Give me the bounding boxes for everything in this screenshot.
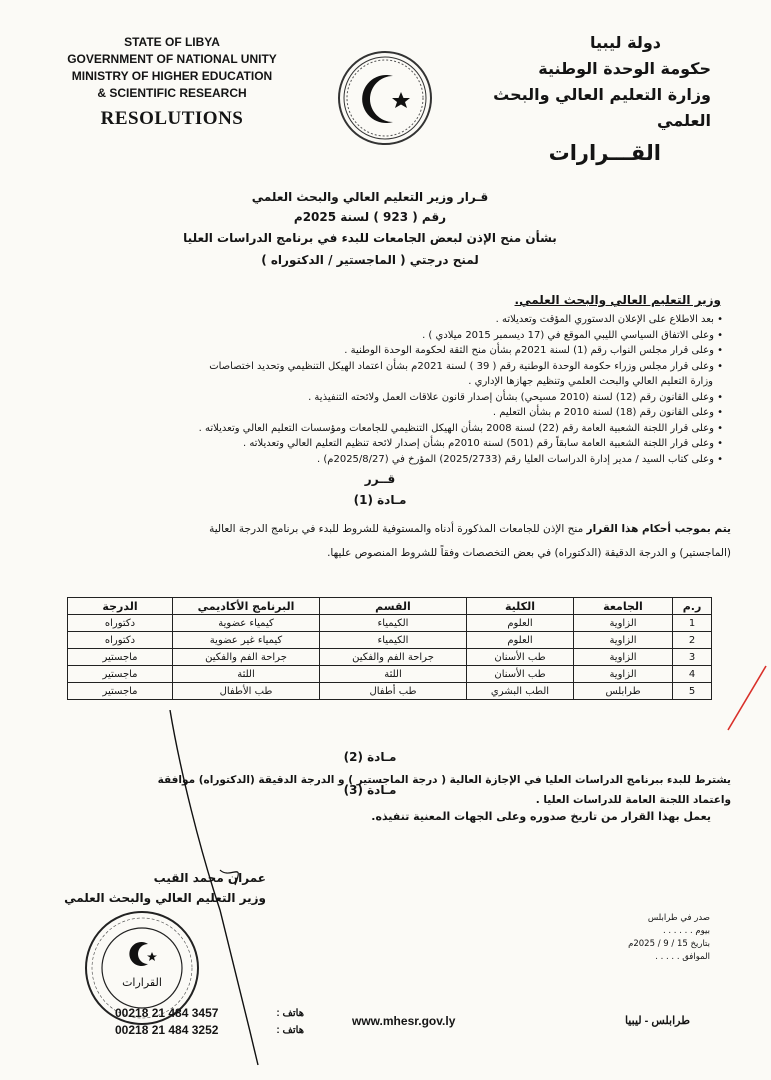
col-header: الجامعة: [574, 598, 673, 615]
article-1-heading: مـادة (1): [353, 493, 407, 507]
preamble-item: • وعلى القانون رقم (12) لسنة (2010 مسيحي) بشأن إصدار قانون علاقات العمل ولائحته التنفيذية .: [308, 391, 723, 403]
signatory-name: عمران محمد القيب: [153, 871, 266, 885]
en-line-1: STATE OF LIBYA: [124, 35, 220, 49]
en-line-3: MINISTRY OF HIGHER EDUCATION: [71, 69, 273, 83]
article-1-bold: يتم بموجب أحكام هذا القرار: [586, 523, 731, 535]
article-1-rest: منح الإذن للجامعات المذكورة أدناه والمستوفية للشروط للبدء في برنامج الدرجة العالية: [209, 523, 584, 535]
header-english: [52, 34, 292, 127]
footer-website-link[interactable]: www.mhesr.gov.ly: [352, 1014, 456, 1028]
preamble-item: • وعلى الاتفاق السياسي الليبي الموقع في (17 ديسمبر 2015 ميلادي ) .: [422, 329, 723, 341]
preamble-item: • بعد الاطلاع على الإعلان الدستوري المؤقت وتعديلاته .: [495, 314, 723, 325]
footer-phone-labels: [258, 1005, 304, 1039]
table-row: [68, 683, 712, 700]
table-cell: طب الأطفال: [173, 683, 320, 700]
signature-block: [26, 868, 266, 908]
footer-phone-label: هاتف :: [276, 1008, 304, 1019]
table-row: [68, 615, 712, 632]
signatory-role: وزير التعليم العالي والبحث العلمي: [64, 891, 266, 905]
table-cell: ماجستير: [68, 683, 173, 700]
svg-text:القرارات: القرارات: [122, 976, 162, 989]
preamble-list: [43, 312, 723, 467]
preamble-item: • وعلى قرار مجلس وزراء حكومة الوحدة الوطنية رقم ( 39 ) لسنة 2021م بشأن اعتماد الهيكل التنظيمي وتحديد اختصاصات: [209, 360, 723, 372]
table-cell: اللثة: [320, 666, 467, 683]
en-line-2: GOVERNMENT OF NATIONAL UNITY: [67, 52, 277, 66]
table-row: [68, 666, 712, 683]
preamble-item: • وعلى كتاب السيد / مدير إدارة الدراسات العليا رقم (2025/2733) المؤرخ في (2025/8/27م) .: [317, 453, 723, 465]
table-cell: الزاوية: [574, 632, 673, 649]
table-cell: ماجستير: [68, 666, 173, 683]
preamble-item: • وعلى قرار اللجنة الشعبية العامة رقم (22) لسنة 2008 بشأن الهيكل التنظيمي للجامعات ومؤسسات التعليم العالي وتعديلاته .: [198, 422, 723, 434]
table-cell: العلوم: [467, 615, 574, 632]
article-3-text: يعمل بهذا القرار من تاريخ صدوره وعلى الجهات المعنية تنفيذه.: [371, 810, 711, 823]
table-row: [68, 632, 712, 649]
table-cell: جراحة الفم والفكين: [320, 649, 467, 666]
footer-phone-1: 00218 21 484 3457: [115, 1006, 219, 1020]
ar-line-2: حكومة الوحدة الوطنية: [538, 59, 711, 78]
title-line-3: بشأن منح الإذن لبعض الجامعات للبدء في برنامج الدراسات العليا: [183, 231, 557, 245]
preamble-item: وزارة التعليم العالي والبحث العلمي وتنظيم جهازها الإداري .: [468, 376, 713, 387]
stamp-line-1: صدر في طرابلس: [647, 913, 710, 923]
article-3-heading: [290, 783, 450, 797]
footer-phones: [115, 1005, 257, 1039]
stamp-line-2: بيوم . . . . . .: [662, 926, 710, 936]
issue-date-stamp: [620, 912, 710, 964]
table-cell: طب الأسنان: [467, 649, 574, 666]
title-line-2: رقم ( 923 ) لسنة 2025م: [293, 210, 447, 224]
ar-line-3: وزارة التعليم العالي والبحث العلمي: [493, 85, 711, 130]
universities-table: [67, 597, 712, 700]
col-header: الدرجة: [68, 598, 173, 615]
col-header: الكلية: [467, 598, 574, 615]
preamble-item: • وعلى قرار اللجنة الشعبية العامة سابقاً رقم (501) لسنة 2010م بشأن إصدار لائحة تنظيم التعليم العالي وتعديلاته .: [243, 438, 723, 449]
table-cell: كيمياء عضوية: [173, 615, 320, 632]
table-cell: الطب البشري: [467, 683, 574, 700]
decided-heading: قــرر: [364, 472, 396, 486]
table-cell: طرابلس: [574, 683, 673, 700]
table-cell: جراحة الفم والفكين: [173, 649, 320, 666]
table-cell: كيمياء غير عضوية: [173, 632, 320, 649]
table-cell: الزاوية: [574, 649, 673, 666]
crescent-star-logo-icon: [335, 48, 435, 148]
article-1-text: [41, 517, 731, 565]
table-header-row: [68, 598, 712, 615]
article-3-heading-text: مـادة (3): [343, 783, 397, 797]
table-cell: ماجستير: [68, 649, 173, 666]
minister-heading: وزير التعليم العالي والبحث العلمي.: [514, 293, 721, 307]
ar-line-1: دولة ليبيا: [589, 33, 661, 52]
title-line-4: لمنح درجتي ( الماجستير / الدكتوراه ): [261, 253, 479, 267]
article-1-text2: (الماجستير) و الدرجة الدقيقة (الدكتوراه) في بعض التخصصات وفقاً للشروط المنصوص عليها.: [327, 547, 731, 559]
table-row: [68, 649, 712, 666]
table-cell: طب أطفال: [320, 683, 467, 700]
ar-resolutions: القـــرارات: [548, 141, 661, 165]
table-cell: الزاوية: [574, 615, 673, 632]
footer-phone-2: 00218 21 484 3252: [115, 1023, 219, 1037]
col-header: ر.م: [673, 598, 712, 615]
preamble-item: • وعلى قرار مجلس النواب رقم (1) لسنة 2021م بشأن منح الثقة لحكومة الوحدة الوطنية .: [344, 345, 723, 356]
col-header: القسم: [320, 598, 467, 615]
stamp-line-4: الموافق . . . . .: [655, 952, 710, 962]
article-2-line-2: واعتماد اللجنة العامة للدراسات العليا .: [535, 794, 731, 806]
table-cell: اللثة: [173, 666, 320, 683]
article-2-line-1: يشترط للبدء ببرنامج الدراسات العليا في الإجازة العالية ( درجة الماجستير ) و الدرجة الدقيقة (الدكتوراه) موافقة: [157, 774, 731, 786]
table-cell: طب الأسنان: [467, 666, 574, 683]
table-cell: 1: [673, 615, 712, 632]
header-arabic: [451, 30, 711, 166]
table-cell: دكتوراه: [68, 615, 173, 632]
table-cell: الكيمياء: [320, 632, 467, 649]
footer-city: طرابلس - ليبيا: [624, 1015, 690, 1027]
table-cell: 2: [673, 632, 712, 649]
title-line-1: قـرار وزير التعليم العالي والبحث العلمي: [251, 190, 489, 204]
table-cell: 5: [673, 683, 712, 700]
article-2-heading: مـادة (2): [343, 750, 397, 764]
table-cell: الكيمياء: [320, 615, 467, 632]
en-line-4: & SCIENTIFIC RESEARCH: [97, 86, 247, 100]
table-cell: العلوم: [467, 632, 574, 649]
table-cell: 4: [673, 666, 712, 683]
col-header: البرنامج الأكاديمي: [173, 598, 320, 615]
footer-phone-label: هاتف :: [276, 1025, 304, 1036]
preamble-item: • وعلى القانون رقم (18) لسنة 2010 م بشأن التعليم .: [492, 407, 723, 418]
stamp-line-3: بتاريخ 15 / 9 / 2025م: [628, 939, 710, 949]
table-cell: دكتوراه: [68, 632, 173, 649]
table-cell: الزاوية: [574, 666, 673, 683]
table-cell: 3: [673, 649, 712, 666]
red-pen-mark-icon: [720, 660, 770, 740]
en-resolutions: RESOLUTIONS: [100, 108, 244, 129]
